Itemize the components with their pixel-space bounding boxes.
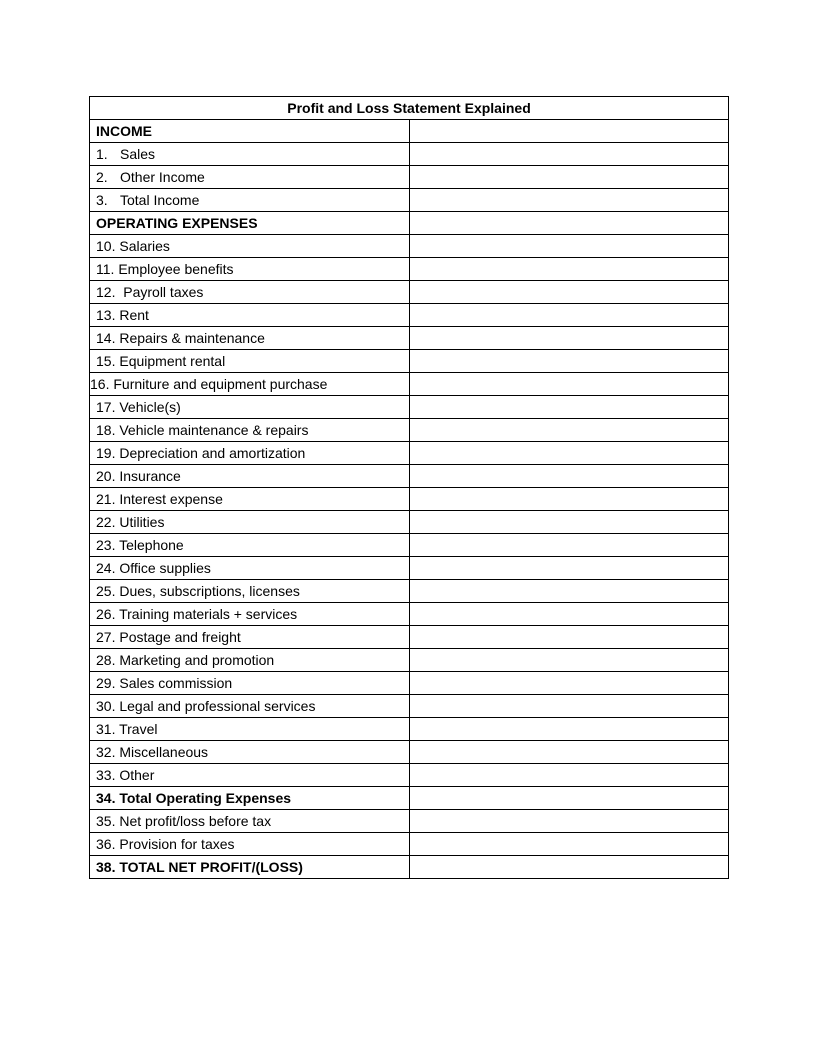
expense-item: 25. Dues, subscriptions, licenses [90, 580, 410, 603]
expense-item: 24. Office supplies [90, 557, 410, 580]
value-cell [409, 672, 729, 695]
income-item-total-income [90, 189, 410, 212]
total-operating-expenses-row [90, 787, 729, 810]
expense-item: 10. Salaries [90, 235, 410, 258]
provision-for-taxes-row [90, 833, 729, 856]
table-row [90, 143, 729, 166]
value-cell [409, 764, 729, 787]
expense-item: 20. Insurance [90, 465, 410, 488]
net-profit-before-tax-row [90, 810, 729, 833]
table-row [90, 718, 729, 741]
operating-expenses-heading-row [90, 212, 729, 235]
value-cell [409, 419, 729, 442]
value-cell [409, 856, 729, 879]
expense-item: 30. Legal and professional services [90, 695, 410, 718]
table-title: Profit and Loss Statement Explained [90, 97, 729, 120]
table-row [90, 534, 729, 557]
value-cell [409, 557, 729, 580]
table-row [90, 488, 729, 511]
table-row [90, 166, 729, 189]
expense-item: 28. Marketing and promotion [90, 649, 410, 672]
item-label: Sales [120, 146, 156, 162]
value-cell [409, 741, 729, 764]
item-number: 3. [96, 192, 108, 208]
value-cell [409, 488, 729, 511]
value-cell [409, 235, 729, 258]
value-cell [409, 833, 729, 856]
value-cell [409, 189, 729, 212]
expense-item: 31. Travel [90, 718, 410, 741]
expense-item: 12. Payroll taxes [90, 281, 410, 304]
table-row [90, 396, 729, 419]
value-cell [409, 718, 729, 741]
expense-item: 13. Rent [90, 304, 410, 327]
total-net-profit-label: 38. TOTAL NET PROFIT/(LOSS) [90, 856, 410, 879]
value-cell [409, 166, 729, 189]
value-cell [409, 534, 729, 557]
item-number: 2. [96, 169, 108, 185]
table-row [90, 603, 729, 626]
expense-item: 11. Employee benefits [90, 258, 410, 281]
table-row [90, 672, 729, 695]
total-operating-expenses-label: 34. Total Operating Expenses [90, 787, 410, 810]
expense-item: 33. Other [90, 764, 410, 787]
value-cell [409, 350, 729, 373]
expense-item: 27. Postage and freight [90, 626, 410, 649]
value-cell [409, 120, 729, 143]
value-cell [409, 281, 729, 304]
expense-item: 22. Utilities [90, 511, 410, 534]
table-row [90, 281, 729, 304]
title-row [90, 97, 729, 120]
expense-item: 17. Vehicle(s) [90, 396, 410, 419]
table-row [90, 189, 729, 212]
table-row [90, 304, 729, 327]
item-label: Other Income [120, 169, 205, 185]
item-label: Total Income [120, 192, 200, 208]
table-row [90, 626, 729, 649]
table-row [90, 373, 729, 396]
table-row [90, 258, 729, 281]
table-row [90, 741, 729, 764]
provision-for-taxes-label: 36. Provision for taxes [90, 833, 410, 856]
value-cell [409, 787, 729, 810]
expense-item: 23. Telephone [90, 534, 410, 557]
expense-item: 29. Sales commission [90, 672, 410, 695]
expense-item: 32. Miscellaneous [90, 741, 410, 764]
income-item-sales [90, 143, 410, 166]
expense-item: 14. Repairs & maintenance [90, 327, 410, 350]
profit-loss-table [89, 96, 729, 879]
table-row [90, 465, 729, 488]
expense-item: 16. Furniture and equipment purchase [90, 373, 410, 396]
expense-item: 15. Equipment rental [90, 350, 410, 373]
value-cell [409, 373, 729, 396]
table-row [90, 327, 729, 350]
value-cell [409, 465, 729, 488]
value-cell [409, 396, 729, 419]
table-row [90, 557, 729, 580]
table-row [90, 442, 729, 465]
value-cell [409, 212, 729, 235]
value-cell [409, 626, 729, 649]
table-row [90, 511, 729, 534]
table-row [90, 764, 729, 787]
income-heading: INCOME [90, 120, 410, 143]
value-cell [409, 304, 729, 327]
value-cell [409, 649, 729, 672]
value-cell [409, 580, 729, 603]
value-cell [409, 695, 729, 718]
table-row [90, 235, 729, 258]
net-profit-before-tax-label: 35. Net profit/loss before tax [90, 810, 410, 833]
value-cell [409, 143, 729, 166]
value-cell [409, 442, 729, 465]
table-row [90, 580, 729, 603]
expense-item: 26. Training materials + services [90, 603, 410, 626]
table-row [90, 695, 729, 718]
item-number: 1. [96, 146, 108, 162]
value-cell [409, 511, 729, 534]
income-heading-row [90, 120, 729, 143]
table-row [90, 649, 729, 672]
expense-item: 19. Depreciation and amortization [90, 442, 410, 465]
value-cell [409, 327, 729, 350]
value-cell [409, 603, 729, 626]
table-row [90, 350, 729, 373]
table-row [90, 419, 729, 442]
total-net-profit-row [90, 856, 729, 879]
expense-item: 21. Interest expense [90, 488, 410, 511]
value-cell [409, 810, 729, 833]
income-item-other-income [90, 166, 410, 189]
operating-expenses-heading: OPERATING EXPENSES [90, 212, 410, 235]
expense-item: 18. Vehicle maintenance & repairs [90, 419, 410, 442]
value-cell [409, 258, 729, 281]
